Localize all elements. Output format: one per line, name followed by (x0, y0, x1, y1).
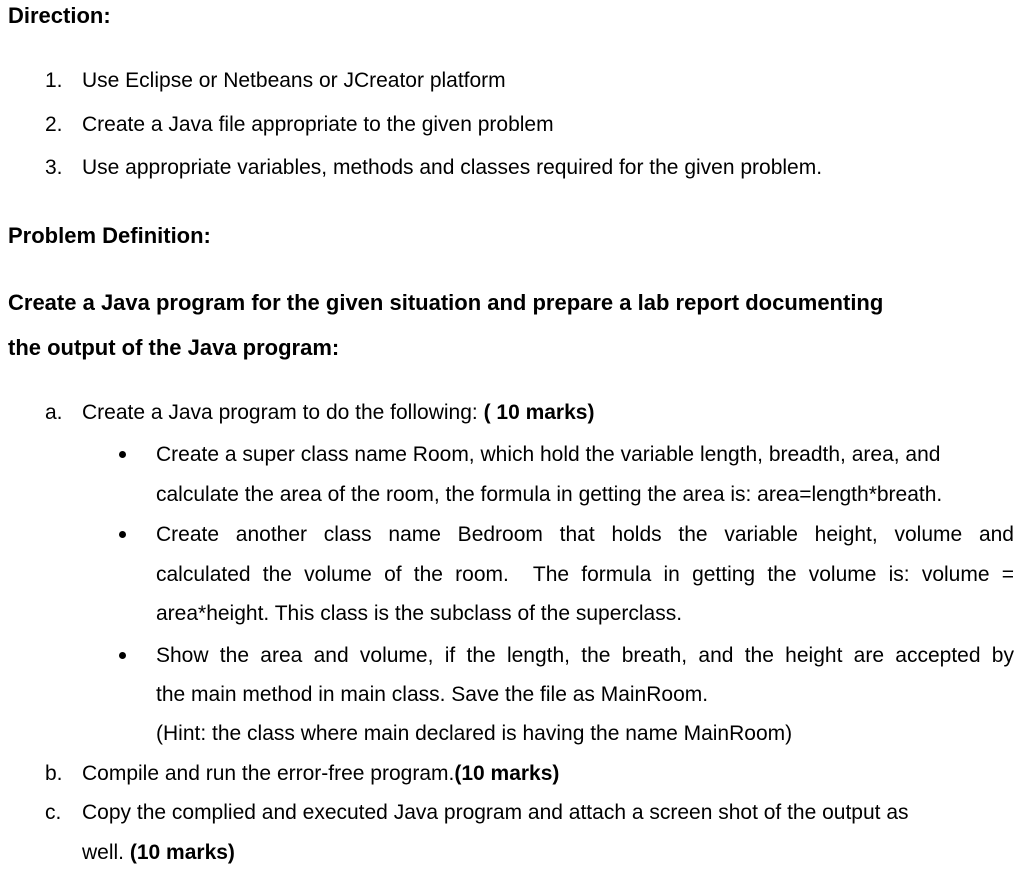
part-c-text: well. (82, 841, 130, 864)
part-a-label: a. (45, 401, 63, 424)
part-a-marks: ( 10 marks) (483, 401, 595, 424)
part-b-line (82, 763, 559, 784)
bullet-marker-1 (119, 451, 126, 458)
part-c-label: c. (45, 801, 62, 824)
part-a-line (82, 402, 594, 423)
bullet-2-line-3: area*height. This class is the subclass of the superclass. (156, 602, 683, 625)
task-heading-line-2: the output of the Java program: (8, 335, 340, 360)
bullet-3-line-1: Show the area and volume, if the length, the breath, and the height are accepted by (156, 644, 1014, 667)
direction-item-2-text: Create a Java file appropriate to the given problem (82, 113, 554, 136)
bullet-marker-2 (119, 531, 126, 538)
part-b-text: Compile and run the error-free program. (82, 762, 455, 785)
problem-definition-heading: Problem Definition: (8, 223, 211, 248)
part-c-line-2 (82, 842, 235, 863)
part-c-line-1: Copy the complied and executed Java program and attach a screen shot of the output as (82, 801, 909, 824)
part-b-label: b. (45, 762, 63, 785)
bullet-2-line-1: Create another class name Bedroom that holds the variable height, volume and (156, 523, 1014, 546)
direction-heading: Direction: (8, 3, 111, 28)
direction-item-3-number: 3. (45, 156, 63, 179)
direction-item-2-number: 2. (45, 113, 63, 136)
bullet-3-line-3: (Hint: the class where main declared is having the name MainRoom) (156, 722, 793, 745)
bullet-1-line-2: calculate the area of the room, the formula in getting the area is: area=length*breath. (156, 483, 943, 506)
bullet-marker-3 (119, 652, 126, 659)
direction-item-1-text: Use Eclipse or Netbeans or JCreator platform (82, 69, 506, 92)
part-a-text: Create a Java program to do the following: (82, 401, 484, 424)
task-heading-line-1: Create a Java program for the given situation and prepare a lab report documenting (8, 290, 884, 315)
bullet-3-line-2: the main method in main class. Save the file as MainRoom. (156, 683, 709, 706)
part-c-marks: (10 marks) (129, 841, 235, 864)
direction-item-3-text: Use appropriate variables, methods and classes required for the given problem. (82, 156, 823, 179)
bullet-1-line-1: Create a super class name Room, which hold the variable length, breadth, area, and (156, 443, 941, 466)
direction-item-1-number: 1. (45, 69, 63, 92)
part-b-marks: (10 marks) (454, 762, 560, 785)
bullet-2-line-2: calculated the volume of the room. The formula in getting the volume is: volume = (156, 563, 1014, 586)
